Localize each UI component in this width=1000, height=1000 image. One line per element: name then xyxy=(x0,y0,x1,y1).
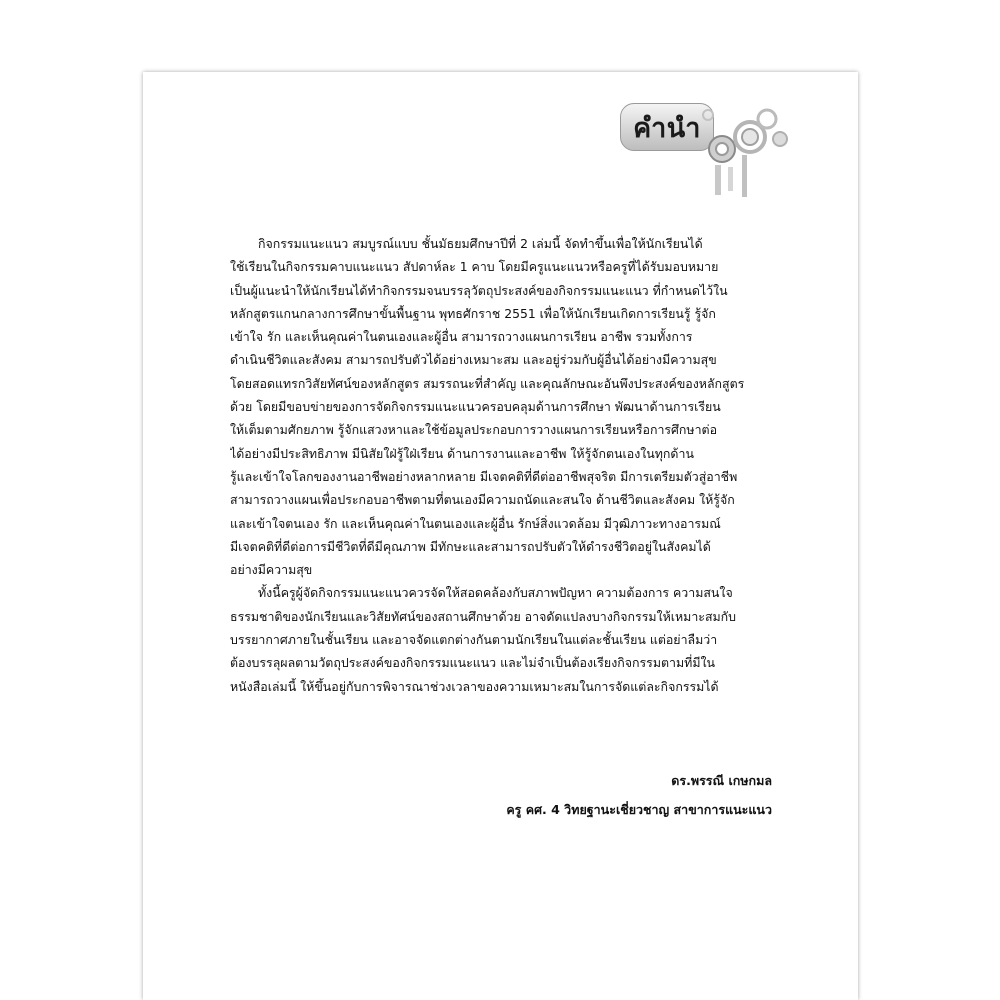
text-line: ธรรมชาติของนักเรียนและวิสัยทัศน์ของสถานศึกษาด้วย อาจดัดแปลงบางกิจกรรมให้เหมาะสมกับ xyxy=(230,608,737,624)
body-text xyxy=(230,232,772,698)
text-line: หนังสือเล่มนี้ ให้ขึ้นอยู่กับการพิจารณาช่วงเวลาของความเหมาะสมในการจัดแต่ละกิจกรรมได้ xyxy=(230,678,719,694)
text-line: บรรยากาศภายในชั้นเรียน และอาจจัดแตกต่างกันตามนักเรียนในแต่ละชั้นเรียน แต่อย่าลืมว่า xyxy=(230,632,718,648)
text-line: ให้เต็มตามศักยภาพ รู้จักแสวงหาและใช้ข้อมูลประกอบการวางแผนการเรียนหรือการศึกษาต่อ xyxy=(230,422,718,438)
text-line: ดำเนินชีวิตและสังคม สามารถปรับตัวได้อย่างเหมาะสม และอยู่ร่วมกับผู้อื่นได้อย่างมีความสุข xyxy=(230,352,717,368)
text-line: ด้วย โดยมีขอบข่ายของการจัดกิจกรรมแนะแนวครอบคลุมด้านการศึกษา พัฒนาด้านการเรียน xyxy=(230,399,721,415)
text-line: ใช้เรียนในกิจกรรมคาบแนะแนว สัปดาห์ละ 1 คาบ โดยมีครูแนะแนวหรือครูที่ได้รับมอบหมาย xyxy=(230,259,719,275)
decorative-circles-icon xyxy=(700,95,800,215)
author-position: ครู คศ. 4 วิทยฐานะเชี่ยวชาญ สาขาการแนะแนว xyxy=(506,802,772,817)
text-line: เป็นผู้แนะนำให้นักเรียนได้ทำกิจกรรมจนบรรลุวัตถุประสงค์ของกิจกรรมแนะแนว ที่กำหนดไว้ใน xyxy=(230,282,728,298)
text-line: และเข้าใจตนเอง รัก และเห็นคุณค่าในตนเองและผู้อื่น รักษ์สิ่งแวดล้อม มีวุฒิภาวะทางอารมณ์ xyxy=(230,515,721,531)
text-line: ต้องบรรลุผลตามวัตถุประสงค์ของกิจกรรมแนะแนว และไม่จำเป็นต้องเรียงกิจกรรมตามที่มีใน xyxy=(230,655,716,671)
text-line: มีเจตคติที่ดีต่อการมีชีวิตที่ดีมีคุณภาพ มีทักษะและสามารถปรับตัวให้ดำรงชีวิตอยู่ในสังคมได้ xyxy=(230,538,711,554)
text-line: เข้าใจ รัก และเห็นคุณค่าในตนเองและผู้อื่น สามารถวางแผนการเรียน อาชีพ รวมทั้งการ xyxy=(230,329,693,345)
title-banner xyxy=(620,95,800,215)
text-line: รู้และเข้าใจโลกของงานอาชีพอย่างหลากหลาย มีเจตคติที่ดีต่ออาชีพสุจริต มีการเตรียมตัวสู่อาชีพ xyxy=(230,468,738,484)
signature-block xyxy=(506,766,772,824)
paragraph-1 xyxy=(230,232,772,581)
page-title: คำนำ xyxy=(633,112,701,144)
text-line: หลักสูตรแกนกลางการศึกษาขั้นพื้นฐาน พุทธศักราช 2551 เพื่อให้นักเรียนเกิดการเรียนรู้ รู้จัก xyxy=(230,305,716,321)
text-line: สามารถวางแผนเพื่อประกอบอาชีพตามที่ตนเองมีความถนัดและสนใจ ด้านชีวิตและสังคม ให้รู้จัก xyxy=(230,492,735,508)
text-line: โดยสอดแทรกวิสัยทัศน์ของหลักสูตร สมรรถนะที่สำคัญ และคุณลักษณะอันพึงประสงค์ของหลักสูตร xyxy=(230,375,745,391)
paragraph-2 xyxy=(230,581,772,697)
text-line: กิจกรรมแนะแนว สมบูรณ์แบบ ชั้นมัธยมศึกษาปีที่ 2 เล่มนี้ จัดทำขึ้นเพื่อให้นักเรียนได้ xyxy=(258,236,703,251)
text-line: อย่างมีความสุข xyxy=(230,562,313,578)
author-name: ดร.พรรณี เกษกมล xyxy=(671,773,772,788)
text-line: ทั้งนี้ครูผู้จัดกิจกรรมแนะแนวควรจัดให้สอดคล้องกับสภาพปัญหา ความต้องการ ความสนใจ xyxy=(258,585,733,601)
text-line: ได้อย่างมีประสิทธิภาพ มีนิสัยใฝ่รู้ใฝ่เรียน ด้านการงานและอาชีพ ให้รู้จักตนเองในทุกด้าน xyxy=(230,445,694,461)
